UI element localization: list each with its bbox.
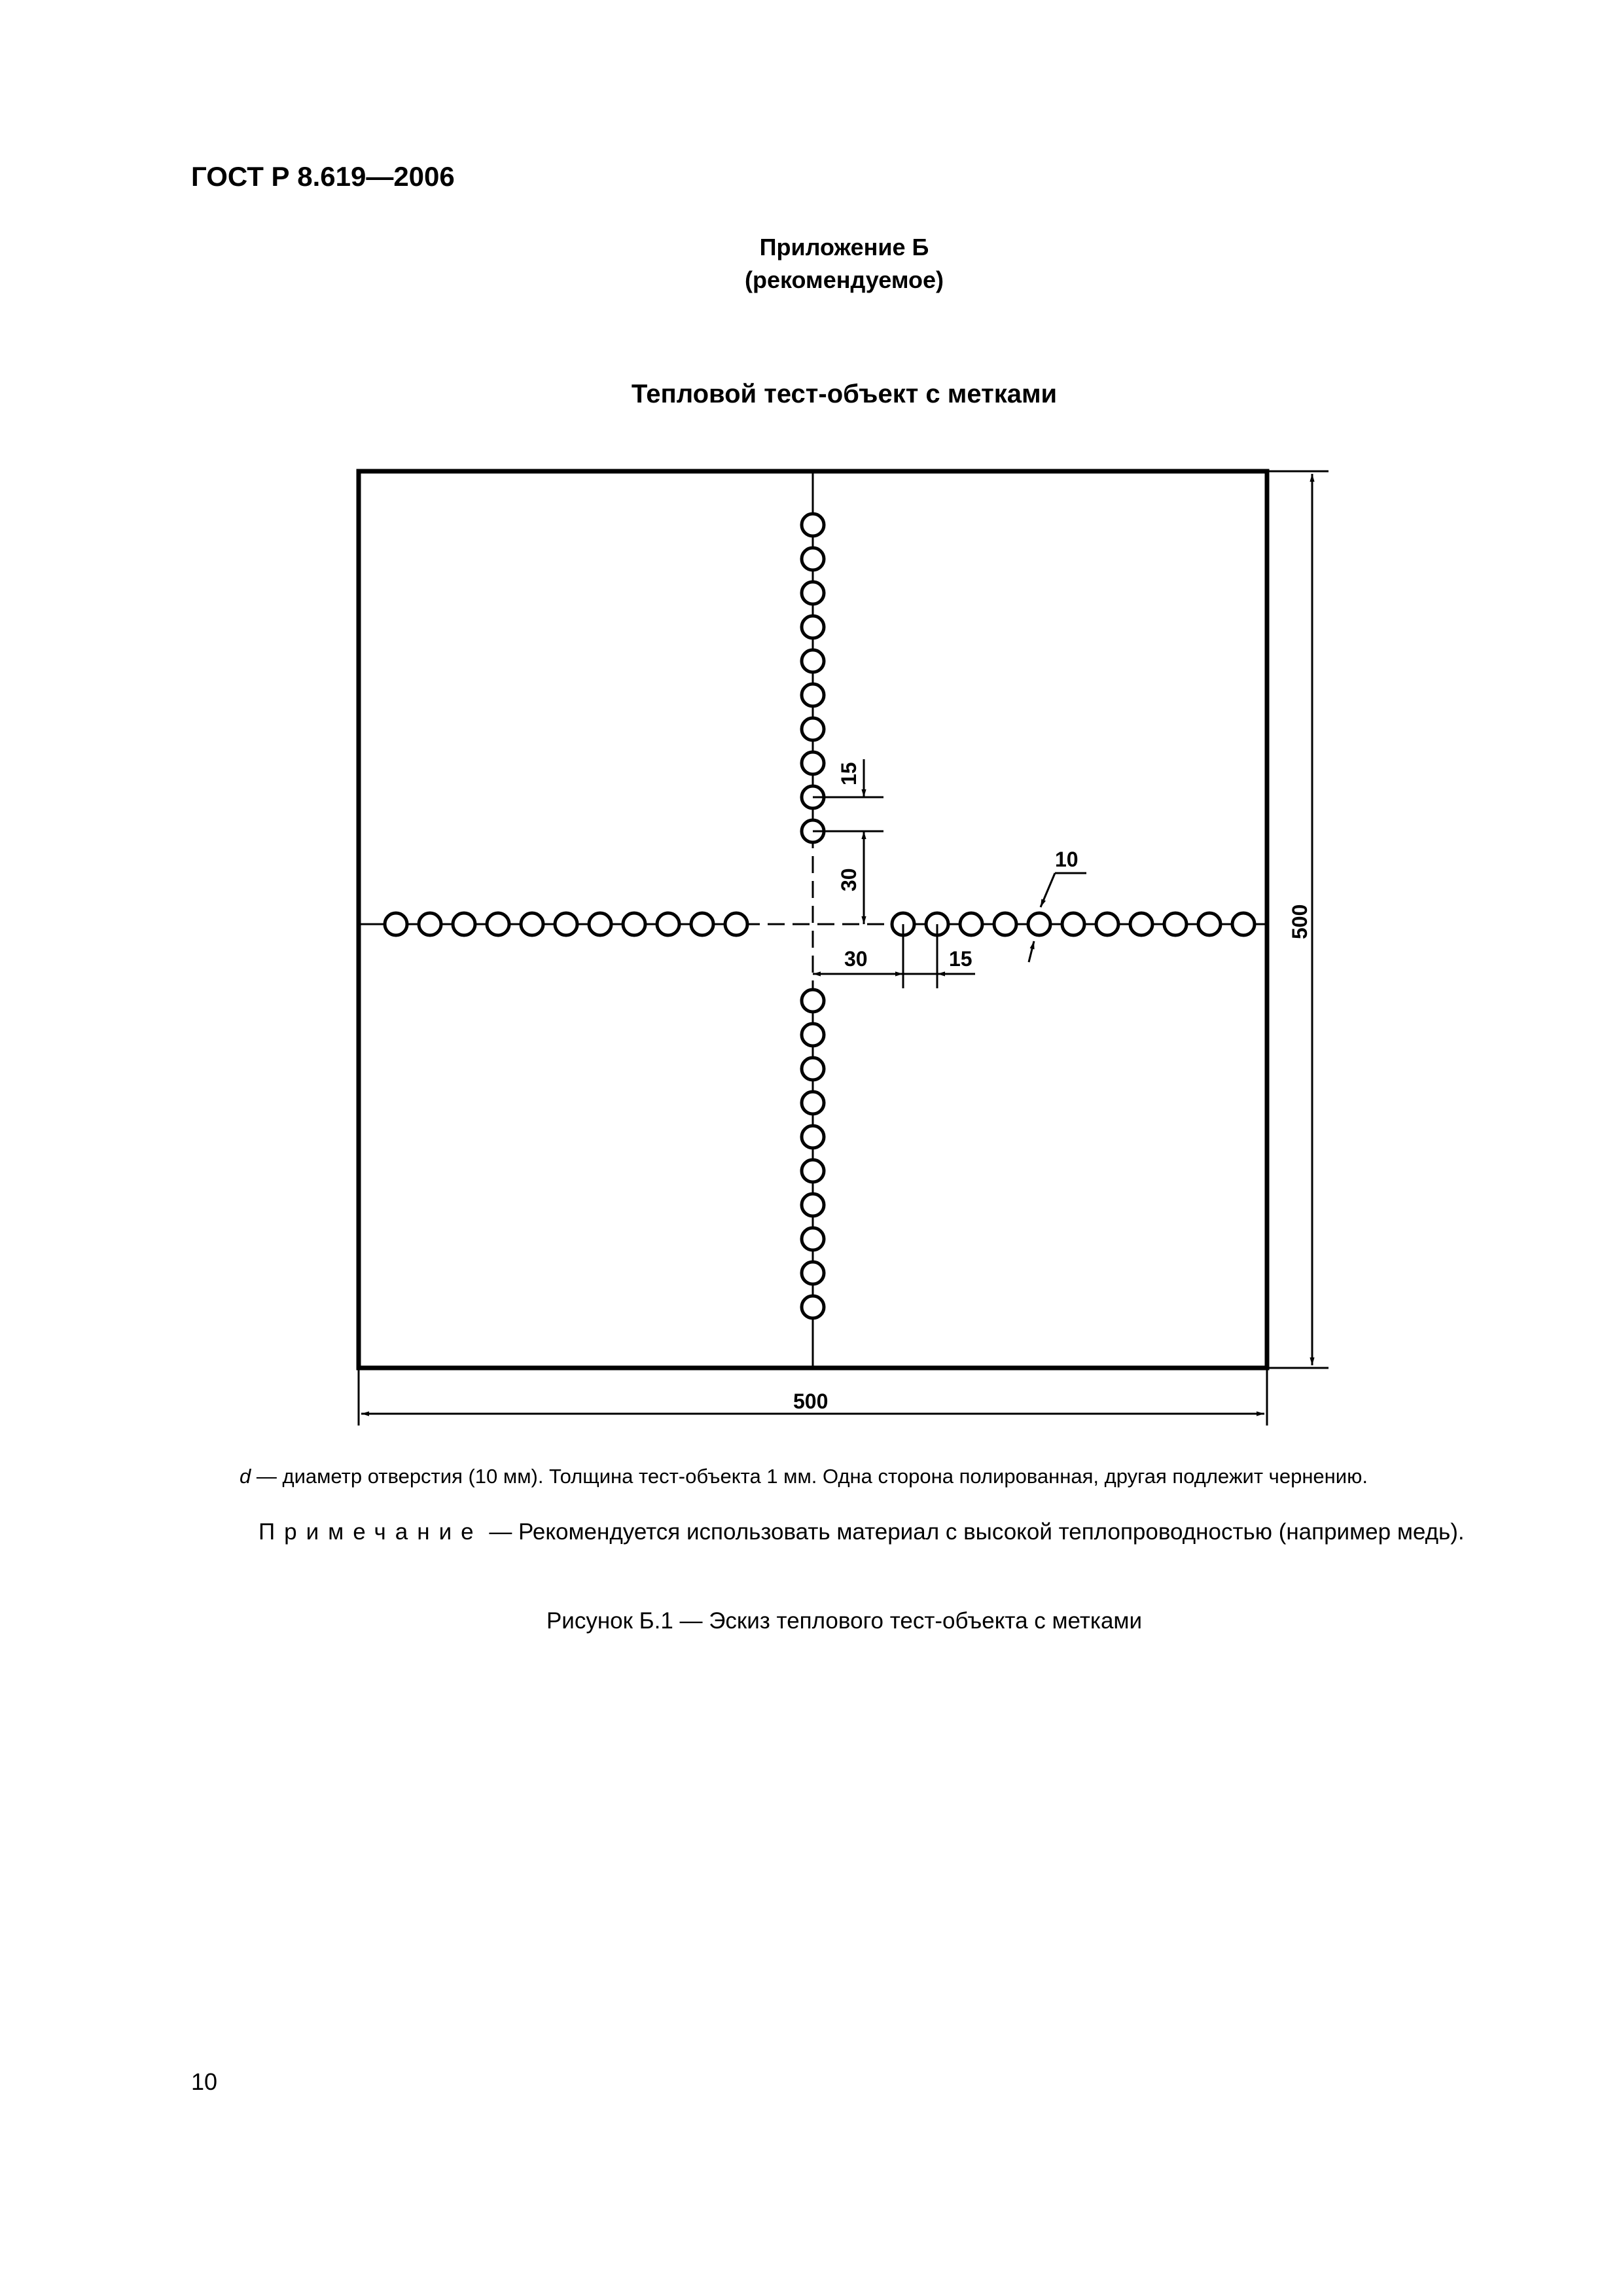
hole-right-3 bbox=[960, 913, 982, 935]
hole-top-5 bbox=[802, 684, 824, 706]
hole-top-7 bbox=[802, 616, 824, 638]
hole-left-8 bbox=[487, 913, 509, 935]
hole-top-4 bbox=[802, 718, 824, 740]
legend-text: — диаметр отверстия (10 мм). Толщина тест-объекта 1 мм. Одна сторона полированная, другая подлежит чернению. bbox=[251, 1465, 1368, 1488]
hole-left-10 bbox=[419, 913, 441, 935]
dim-offset-horizontal-label: 30 bbox=[844, 947, 868, 971]
page-number: 10 bbox=[191, 2068, 218, 2095]
hole-right-11 bbox=[1232, 913, 1255, 935]
note-paragraph bbox=[191, 1516, 1497, 1549]
hole-bottom-8 bbox=[802, 1228, 824, 1250]
hole-bottom-4 bbox=[802, 1092, 824, 1114]
hole-left-6 bbox=[555, 913, 577, 935]
hole-right-4 bbox=[994, 913, 1016, 935]
note-text: — Рекомендуется использовать материал с высокой теплопроводностью (например медь). bbox=[482, 1519, 1465, 1545]
figure-caption: Рисунок Б.1 — Эскиз теплового тест-объекта с метками bbox=[546, 1608, 1143, 1634]
dim-overall-height-label: 500 bbox=[1288, 904, 1311, 939]
hole-bottom-3 bbox=[802, 1058, 824, 1080]
dim-pitch-horizontal-label: 15 bbox=[949, 947, 972, 971]
hole-bottom-5 bbox=[802, 1126, 824, 1148]
hole-bottom-10 bbox=[802, 1296, 824, 1318]
hole-bottom-9 bbox=[802, 1262, 824, 1284]
hole-left-11 bbox=[385, 913, 407, 935]
hole-right-7 bbox=[1096, 913, 1118, 935]
hole-top-9 bbox=[802, 548, 824, 570]
appendix-status: (рекомендуемое) bbox=[745, 266, 944, 293]
hole-top-10 bbox=[802, 514, 824, 536]
legend-symbol: d bbox=[240, 1465, 251, 1488]
hole-bottom-1 bbox=[802, 990, 824, 1012]
hole-left-5 bbox=[589, 913, 611, 935]
hole-bottom-7 bbox=[802, 1194, 824, 1216]
hole-bottom-6 bbox=[802, 1160, 824, 1182]
hole-bottom-2 bbox=[802, 1024, 824, 1046]
figure-title: Тепловой тест-объект с метками bbox=[631, 380, 1058, 408]
appendix-title: Приложение Б bbox=[759, 234, 929, 260]
holes-left-group bbox=[385, 913, 747, 935]
dim-pitch-vertical-label: 15 bbox=[837, 762, 861, 785]
hole-top-6 bbox=[802, 650, 824, 672]
hole-right-6 bbox=[1062, 913, 1084, 935]
hole-left-2 bbox=[691, 913, 713, 935]
holes-right-group bbox=[892, 913, 1255, 935]
hole-right-5 bbox=[1028, 913, 1050, 935]
hole-left-3 bbox=[657, 913, 679, 935]
hole-left-7 bbox=[521, 913, 543, 935]
hole-left-9 bbox=[453, 913, 475, 935]
dim-overall-width-label: 500 bbox=[793, 1390, 829, 1413]
hole-top-8 bbox=[802, 582, 824, 604]
hole-top-3 bbox=[802, 752, 824, 774]
hole-right-8 bbox=[1130, 913, 1152, 935]
dim-offset-vertical-label: 30 bbox=[837, 868, 861, 891]
note-label: Примечание bbox=[259, 1519, 483, 1545]
legend-line bbox=[240, 1465, 1368, 1488]
document-code: ГОСТ Р 8.619—2006 bbox=[191, 161, 455, 192]
hole-right-10 bbox=[1198, 913, 1221, 935]
dim-hole-diameter-label: 10 bbox=[1055, 848, 1079, 871]
hole-left-4 bbox=[623, 913, 645, 935]
hole-left-1 bbox=[725, 913, 747, 935]
hole-right-9 bbox=[1164, 913, 1186, 935]
